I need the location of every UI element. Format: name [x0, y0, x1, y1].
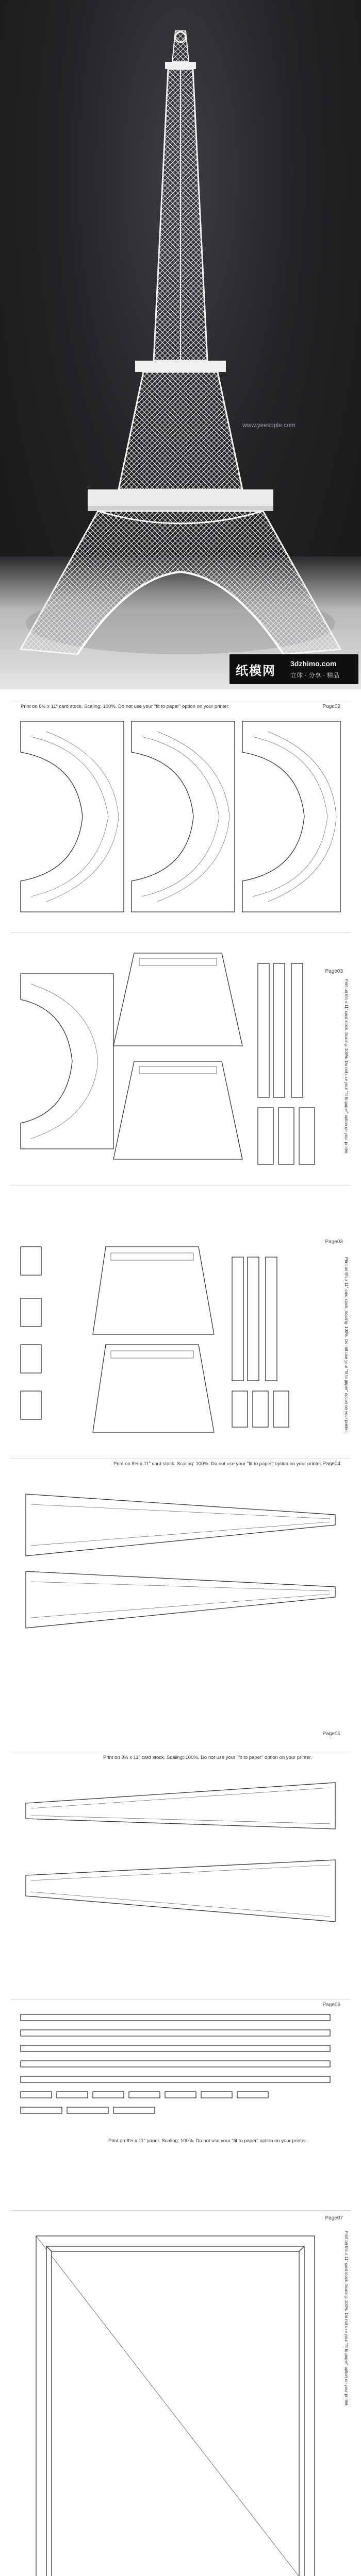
print-note: Print on 8½ x 11" card stock. Scaling: 100%. Do not use your "fit to paper" option on your printer. — [103, 1755, 312, 1760]
eiffel-tower-model — [0, 0, 361, 689]
page-number: Page04 — [322, 1461, 340, 1467]
page-divider — [10, 2210, 351, 2211]
tapered-beams-page05 — [21, 1772, 340, 1927]
base-square-page07 — [31, 2231, 320, 2576]
print-note: Print on 8½ x 11" card stock. Scaling: 100%. Do not use your "fit to paper" option on your printer. — [21, 704, 229, 709]
panel-set-page03b — [15, 1242, 335, 1437]
print-note: Print on 8½ x 11" paper. Scaling: 100%. Do not use your "fit to paper" option on your printer. — [108, 2138, 307, 2144]
logo-site: 3dzhimo.com — [290, 659, 337, 668]
watermark-url: www.yeespple.com — [242, 421, 296, 429]
logo-tagline: 立体 · 分享 · 精品 — [290, 672, 339, 679]
page-divider — [10, 1458, 351, 1459]
page-number: Page05 — [322, 1731, 340, 1737]
page-number: Page03 — [325, 969, 343, 974]
site-logo — [229, 654, 358, 684]
print-note: Print on 8½ x 11" card stock. Scaling: 100%. Do not use your "fit to paper" option on your printer. — [344, 1257, 349, 1433]
panel-set-page03a — [15, 943, 335, 1175]
page-number: Page02 — [322, 704, 340, 709]
print-note: Print on 8½ x 11" card stock. Scaling: 100%. Do not use your "fit to paper" option on your printer. — [113, 1461, 322, 1467]
page-number: Page03 — [325, 1239, 343, 1245]
eiffel-tower-photo — [0, 0, 361, 689]
print-note: Print on 8½ x 11" card stock. Scaling: 100%. Do not use your "fit to paper" option on your printer. — [344, 979, 349, 1155]
logo-name: 纸模网 — [236, 664, 276, 678]
page-number: Page07 — [325, 2215, 343, 2221]
tapered-beams-page04 — [21, 1479, 340, 1633]
print-note: Print on 8½ x 11" card stock. Scaling: 100%. Do not use your "fit to paper" option on your printer. — [344, 2231, 349, 2407]
page-number: Page06 — [322, 2002, 340, 2008]
strip-parts-page06 — [15, 2009, 346, 2128]
arched-leg-panels — [15, 716, 346, 917]
